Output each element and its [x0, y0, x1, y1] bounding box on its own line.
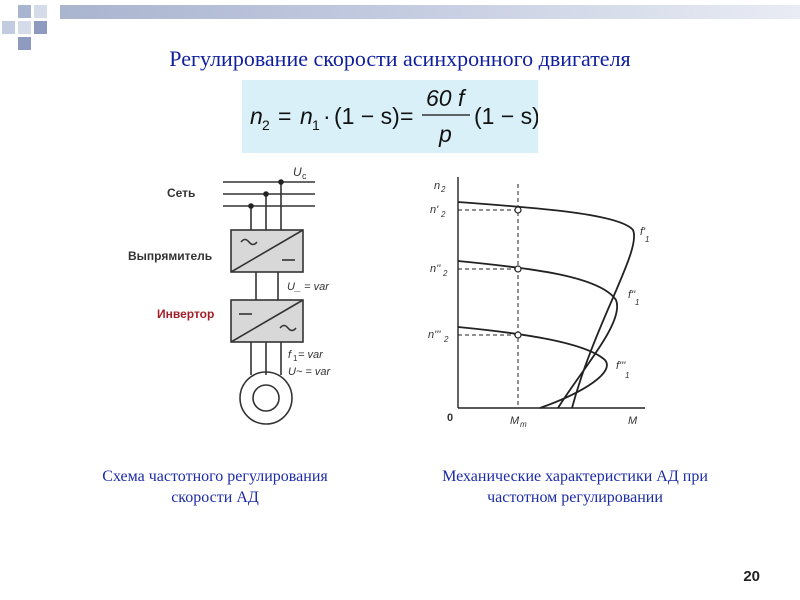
- operating-point: [515, 266, 521, 272]
- curve-f1-prime: [458, 202, 634, 408]
- formula-n2-sub: 2: [262, 117, 270, 133]
- corner-square-decoration: [2, 21, 15, 34]
- junction-dot: [278, 179, 284, 185]
- formula-n1: n: [300, 103, 313, 129]
- formula-eq2: =: [400, 103, 414, 129]
- motor-stator: [240, 372, 292, 424]
- junction-dot: [263, 191, 269, 197]
- caption-left: [50, 466, 380, 508]
- caption-left-line2: скорости АД: [171, 489, 259, 506]
- label-uc: U: [293, 165, 302, 179]
- curve-label-sub: 1: [645, 235, 650, 244]
- y-tick-n2pp: n'': [430, 263, 441, 275]
- corner-square-decoration: [18, 21, 31, 34]
- label-udc: U_ = var: [287, 281, 329, 293]
- label-f1-sub: 1: [293, 354, 298, 363]
- frequency-control-circuit: [125, 160, 365, 440]
- corner-square-decoration: [34, 5, 47, 18]
- label-uc-sub: c: [302, 171, 307, 181]
- formula-n1-sub: 1: [312, 117, 320, 133]
- y-tick-n2p: n': [430, 204, 439, 216]
- x-axis-label: M: [628, 415, 638, 427]
- label-network: Сеть: [167, 186, 196, 200]
- label-rectifier: Выпрямитель: [128, 249, 213, 263]
- caption-right-line2: частотном регулировании: [487, 489, 663, 506]
- y-tick-n2-sub: 2: [441, 185, 446, 194]
- label-f1-value: = var: [298, 349, 323, 361]
- formula-denominator: p: [439, 121, 452, 147]
- operating-point: [515, 207, 521, 213]
- motor-rotor: [253, 385, 279, 411]
- formula-dot: ·: [323, 103, 331, 129]
- curve-label-f1ppp: f''': [616, 360, 626, 372]
- y-tick-sub: 2: [441, 210, 446, 219]
- corner-square-decoration: [34, 21, 47, 34]
- mechanical-characteristics-graph: [420, 172, 660, 434]
- curve-label-sub: 1: [625, 371, 630, 380]
- origin-label: 0: [447, 412, 454, 424]
- x-tick-mt-sub: т: [520, 420, 527, 429]
- junction-dot: [248, 203, 254, 209]
- y-tick-n2ppp: n''': [428, 329, 441, 341]
- caption-left-line1: Схема частотного регулирования: [102, 468, 328, 485]
- formula-box: [242, 80, 538, 153]
- y-tick-sub: 2: [443, 269, 448, 278]
- formula-numerator: 60 f: [426, 85, 465, 111]
- caption-right: [390, 466, 760, 508]
- label-uac: U~ = var: [288, 366, 331, 378]
- label-f1: f: [288, 349, 292, 361]
- y-tick-sub: 2: [444, 335, 449, 344]
- formula-one-minus-s: (1 − s): [334, 103, 400, 129]
- corner-square-decoration: [18, 5, 31, 18]
- caption-right-line1: Механические характеристики АД при: [442, 468, 708, 485]
- formula-eq1: =: [278, 103, 292, 129]
- curve-label-f1pp: f'': [628, 289, 636, 301]
- x-tick-mt: M: [510, 415, 520, 427]
- speed-formula: [242, 80, 538, 153]
- curve-label-f1p: f': [640, 226, 646, 238]
- operating-point: [515, 332, 521, 338]
- formula-tail: (1 − s): [474, 103, 538, 129]
- page-number: 20: [743, 568, 760, 585]
- header-gradient-bar: [60, 5, 800, 19]
- label-inverter: Инвертор: [157, 307, 215, 321]
- curve-label-sub: 1: [635, 298, 640, 307]
- y-tick-n2: n: [434, 180, 441, 192]
- formula-n2: n: [250, 103, 263, 129]
- slide-title: Регулирование скорости асинхронного двигателя: [169, 46, 631, 71]
